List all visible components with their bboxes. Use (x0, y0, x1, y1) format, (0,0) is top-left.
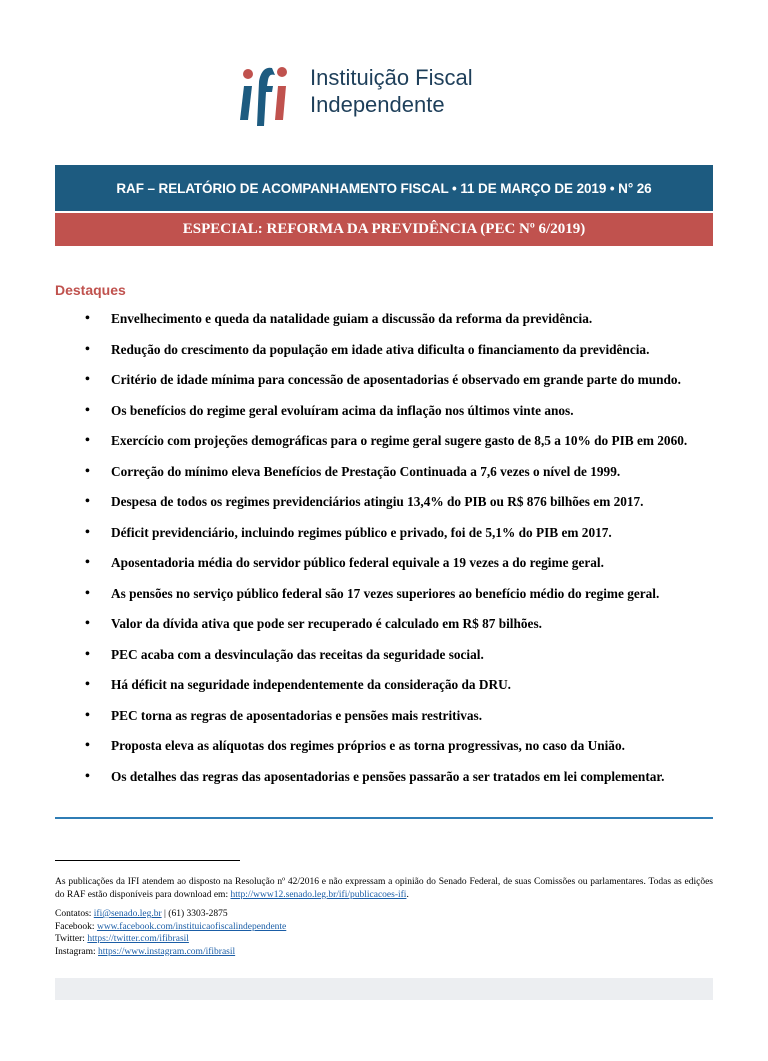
ifi-logo (230, 62, 530, 132)
footnote-text: As publicações da IFI atendem ao disposto na Resolução nº 42/2016 e não expressam a opinião do Senado Federal, de suas Comissões ou parlamentares. Todas as edições do RAF estão disponíveis para download em: (55, 877, 713, 900)
footnote-end: . (406, 890, 409, 900)
publications-link[interactable]: http://www12.senado.leg.br/ifi/publicacoes-ifi (230, 890, 407, 900)
section-divider (55, 817, 713, 819)
bullet-icon: • (85, 341, 90, 357)
highlight-text: Há déficit na seguridade independentemente da consideração da DRU. (111, 677, 512, 692)
bullet-icon: • (85, 768, 90, 784)
highlight-text: Critério de idade mínima para concessão de aposentadorias é observado em grande parte do mundo. (111, 372, 681, 387)
logo-line-1: Instituição Fiscal (310, 65, 473, 90)
bullet-icon: • (85, 372, 90, 387)
bullet-icon: • (85, 585, 90, 601)
footer-bar (55, 978, 713, 1000)
contact-label: Contatos: (55, 909, 94, 919)
bullet-icon: • (85, 524, 90, 540)
bullet-icon: • (85, 616, 90, 631)
highlight-item (55, 764, 725, 795)
highlight-text: Os benefícios do regime geral evoluíram acima da inflação nos últimos vinte anos. (111, 402, 574, 418)
facebook-label: Facebook: (55, 921, 97, 932)
highlights-title: Destaques (55, 282, 126, 298)
logo-line-2: Independente (310, 92, 445, 117)
highlight-text: Déficit previdenciário, incluindo regimes público e privado, foi de 5,1% do PIB em 2017. (111, 524, 612, 540)
highlight-text: Aposentadoria média do servidor público federal equivale a 19 vezes a do regime geral. (111, 555, 604, 570)
bullet-icon: • (85, 311, 90, 326)
highlight-text: Despesa de todos os regimes previdenciários atingiu 13,4% do PIB ou R$ 876 bilhões em 2017. (111, 494, 644, 509)
bullet-icon: • (85, 555, 90, 570)
highlights-list (55, 306, 725, 794)
highlight-item (55, 611, 725, 642)
twitter-link[interactable]: https://twitter.com/ifibrasil (87, 934, 189, 944)
special-title: ESPECIAL: REFORMA DA PREVIDÊNCIA (PEC Nº 6/2019) (182, 221, 586, 237)
twitter-line (55, 933, 713, 946)
highlight-item (55, 337, 725, 368)
highlight-text: Redução do crescimento da população em idade ativa dificulta o financiamento da previdência. (111, 341, 650, 357)
bullet-icon: • (85, 494, 90, 509)
highlight-text: Envelhecimento e queda da natalidade guiam a discussão da reforma da previdência. (111, 311, 593, 326)
highlight-text: Proposta eleva as alíquotas dos regimes próprios e as torna progressivas, no caso da União. (111, 738, 625, 753)
instagram-link[interactable]: https://www.instagram.com/ifibrasil (98, 946, 236, 957)
instagram-label: Instagram: (55, 946, 99, 957)
highlight-item (55, 489, 725, 520)
special-banner (55, 213, 713, 246)
highlight-item (55, 672, 725, 703)
report-title: RAF – RELATÓRIO DE ACOMPANHAMENTO FISCAL • 11 DE MARÇO DE 2019 • N° 26 (116, 180, 652, 196)
highlight-text: Valor da dívida ativa que pode ser recuperado é calculado em R$ 87 bilhões. (111, 616, 542, 631)
facebook-link[interactable]: www.facebook.com/instituicaofiscalindependente (96, 921, 287, 932)
contact-line (55, 908, 713, 921)
twitter-label: Twitter: (55, 934, 88, 944)
bullet-icon: • (85, 433, 90, 448)
highlight-item (55, 550, 725, 581)
highlight-item (55, 428, 725, 459)
bullet-icon: • (85, 677, 90, 692)
contacts-block (55, 908, 713, 958)
highlight-item (55, 367, 725, 398)
phone-number: | (61) 3303-2875 (161, 909, 228, 919)
email-link[interactable]: ifi@senado.leg.br (93, 909, 162, 919)
highlight-item (55, 520, 725, 551)
bullet-icon: • (85, 402, 90, 418)
highlight-text: Correção do mínimo eleva Benefícios de Prestação Continuada a 7,6 vezes o nível de 1999. (111, 463, 621, 479)
highlight-item (55, 581, 725, 612)
highlight-item (55, 703, 725, 734)
logo-text (310, 64, 473, 118)
report-title-banner (55, 165, 713, 211)
footnote (55, 876, 713, 902)
ifi-logo-icon (230, 62, 300, 132)
highlight-item (55, 642, 725, 673)
footnote-divider (55, 860, 240, 861)
facebook-line (55, 921, 713, 934)
highlight-text: As pensões no serviço público federal são 17 vezes superiores ao benefício médio do regime geral. (111, 585, 660, 601)
bullet-icon: • (85, 646, 90, 662)
highlight-item (55, 459, 725, 490)
bullet-icon: • (85, 738, 90, 753)
highlight-text: Exercício com projeções demográficas para o regime geral sugere gasto de 8,5 a 10% do PIB em 2060. (111, 433, 688, 448)
highlight-item (55, 398, 725, 429)
highlight-text: Os detalhes das regras das aposentadorias e pensões passarão a ser tratados em lei complementar. (111, 768, 665, 784)
bullet-icon: • (85, 463, 90, 479)
highlight-text: PEC acaba com a desvinculação das receitas da seguridade social. (111, 646, 484, 662)
instagram-line (55, 946, 713, 959)
highlight-item (55, 306, 725, 337)
highlight-text: PEC torna as regras de aposentadorias e pensões mais restritivas. (111, 707, 483, 723)
bullet-icon: • (85, 707, 90, 723)
highlight-item (55, 733, 725, 764)
